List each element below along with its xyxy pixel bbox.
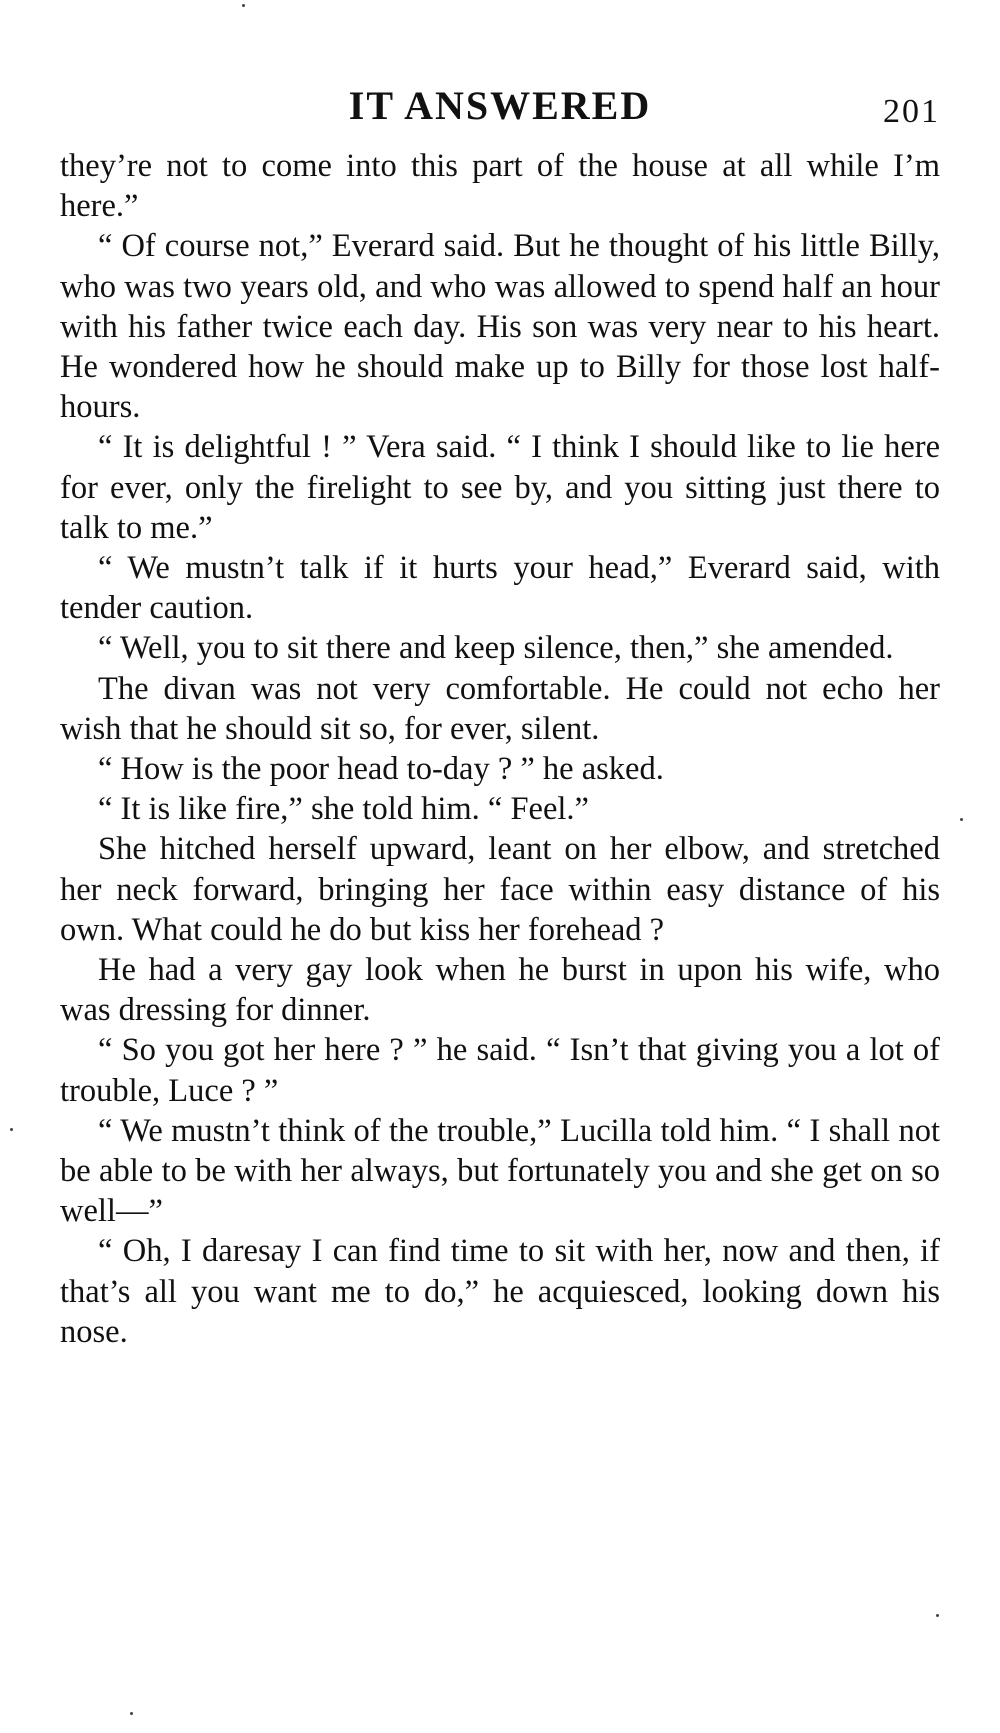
running-title: IT ANSWERED	[348, 83, 652, 128]
page-header	[60, 78, 940, 134]
scan-speck	[242, 4, 245, 7]
paragraph: “ It is like fire,” she told him. “ Feel.”	[98, 791, 589, 828]
scan-speck	[936, 1614, 939, 1617]
scan-speck	[10, 1128, 13, 1131]
paragraph: “ So you got her here ? ” he said. “ Isn’t that giving you a lot of trouble, Luce ? ”	[60, 1032, 940, 1109]
paragraph: “ Well, you to sit there and keep silence, then,” she amended.	[98, 630, 894, 667]
page-number: 201	[883, 93, 940, 130]
paragraph: “ Oh, I daresay I can find time to sit with her, now and then, if that’s all you want me to do,” he acquiesced, looking down his nose.	[60, 1233, 940, 1350]
paragraph: He had a very gay look when he burst in upon his wife, who was dressing for dinner.	[60, 952, 940, 1029]
paragraph: they’re not to come into this part of the house at all while I’m here.”	[60, 148, 940, 225]
scan-speck	[130, 1712, 133, 1715]
paragraph: “ It is delightful ! ” Vera said. “ I think I should like to lie here for ever, only the firelight to see by, and you sitting just there to talk to me.”	[60, 429, 940, 546]
paragraph: She hitched herself upward, leant on her elbow, and stretched her neck forward, bringing her face within easy distance of his own. What could he do but kiss her forehead ?	[60, 831, 940, 948]
paragraph: “ We mustn’t talk if it hurts your head,” Everard said, with tender caution.	[60, 550, 940, 627]
body-text	[60, 146, 940, 1352]
paragraph: “ How is the poor head to-day ? ” he asked.	[98, 751, 664, 788]
paragraph: “ We mustn’t think of the trouble,” Lucilla told him. “ I shall not be able to be with her always, but fortunately you and she get on so well—”	[60, 1112, 940, 1230]
paragraph: The divan was not very comfortable. He could not echo her wish that he should sit so, for ever, silent.	[60, 670, 940, 747]
scan-speck	[960, 818, 963, 821]
paragraph: “ Of course not,” Everard said. But he thought of his little Billy, who was two years old, and who was allowed to spend half an hour with his father twice each day. His son was very near to his heart. He wondered how he should make up to Billy for those lost half-hours.	[60, 228, 940, 426]
